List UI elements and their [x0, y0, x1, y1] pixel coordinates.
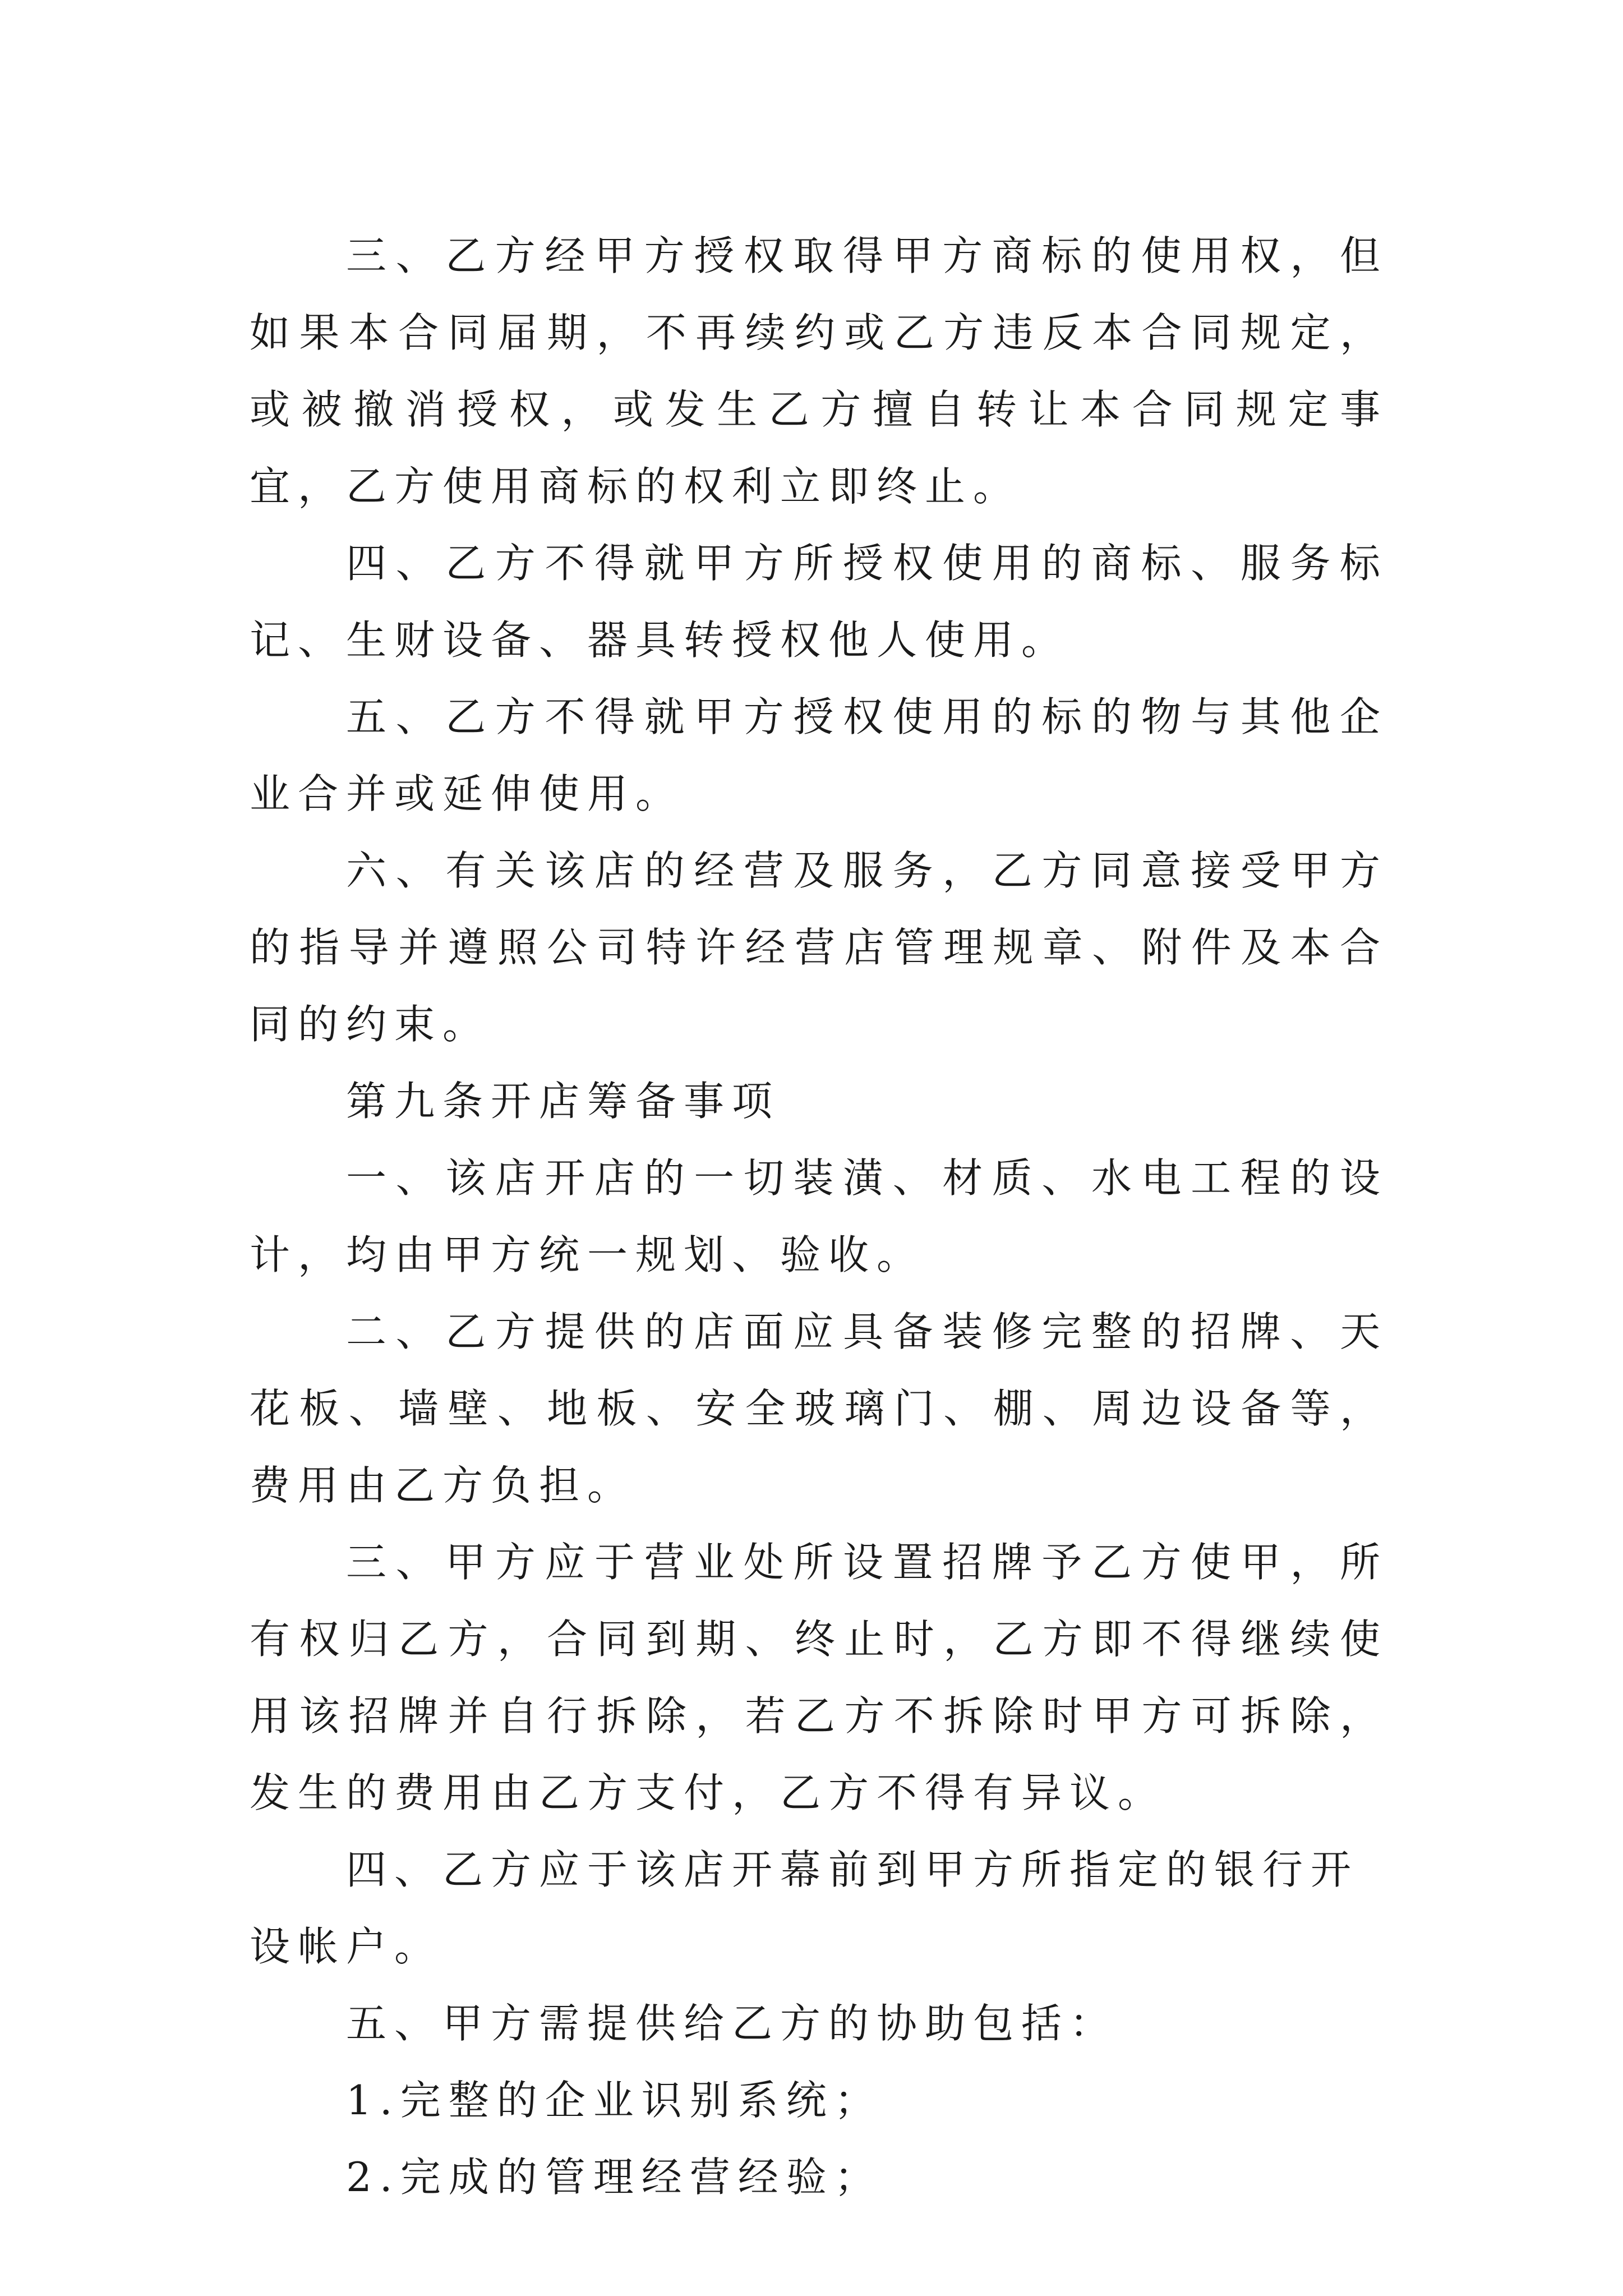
list-item-identity-system: 1.完整的企业识别系统；: [346, 2077, 883, 2124]
article-heading: 第九条开店筹备事项: [346, 1078, 781, 1125]
paragraph-no-merger: 五、乙方不得就甲方授权使用的标的物与其他企业合并或延伸使用。: [250, 693, 1388, 817]
contract-body: [250, 218, 1388, 2216]
paragraph-signboard: 三、甲方应于营业处所设置招牌予乙方使甲，所有权归乙方，合同到期、终止时，乙方即不得继续使用该招牌并自行拆除，若乙方不拆除时甲方可拆除，发生的费用由乙方支付，乙方不得有异议。: [250, 1539, 1388, 1816]
paragraph-decoration-planning: 一、该店开店的一切装潢、材质、水电工程的设计，均由甲方统一规划、验收。: [250, 1154, 1388, 1278]
paragraph-storefront-requirements: 二、乙方提供的店面应具备装修完整的招牌、天花板、墙壁、地板、安全玻璃门、棚、周边设备等，费用由乙方负担。: [250, 1308, 1388, 1509]
paragraph-bank-account: 四、乙方应于该店开幕前到甲方所指定的银行开设帐户。: [250, 1846, 1359, 1970]
list-item-management-experience: 2.完成的管理经营经验；: [346, 2154, 883, 2201]
paragraph-operation-guidance: 六、有关该店的经营及服务，乙方同意接受甲方的指导并遵照公司特许经营店管理规章、附件及本合同的约束。: [250, 847, 1388, 1048]
paragraph-no-sublicense: 四、乙方不得就甲方所授权使用的商标、服务标记、生财设备、器具转授权他人使用。: [250, 540, 1388, 664]
paragraph-trademark-rights: 三、乙方经甲方授权取得甲方商标的使用权，但如果本合同届期，不再续约或乙方违反本合同规定，或被撤消授权，或发生乙方擅自转让本合同规定事宜，乙方使用商标的权利立即终止。: [250, 232, 1388, 510]
paragraph-assistance: 五、甲方需提供给乙方的协助包括：: [346, 2000, 1118, 2047]
